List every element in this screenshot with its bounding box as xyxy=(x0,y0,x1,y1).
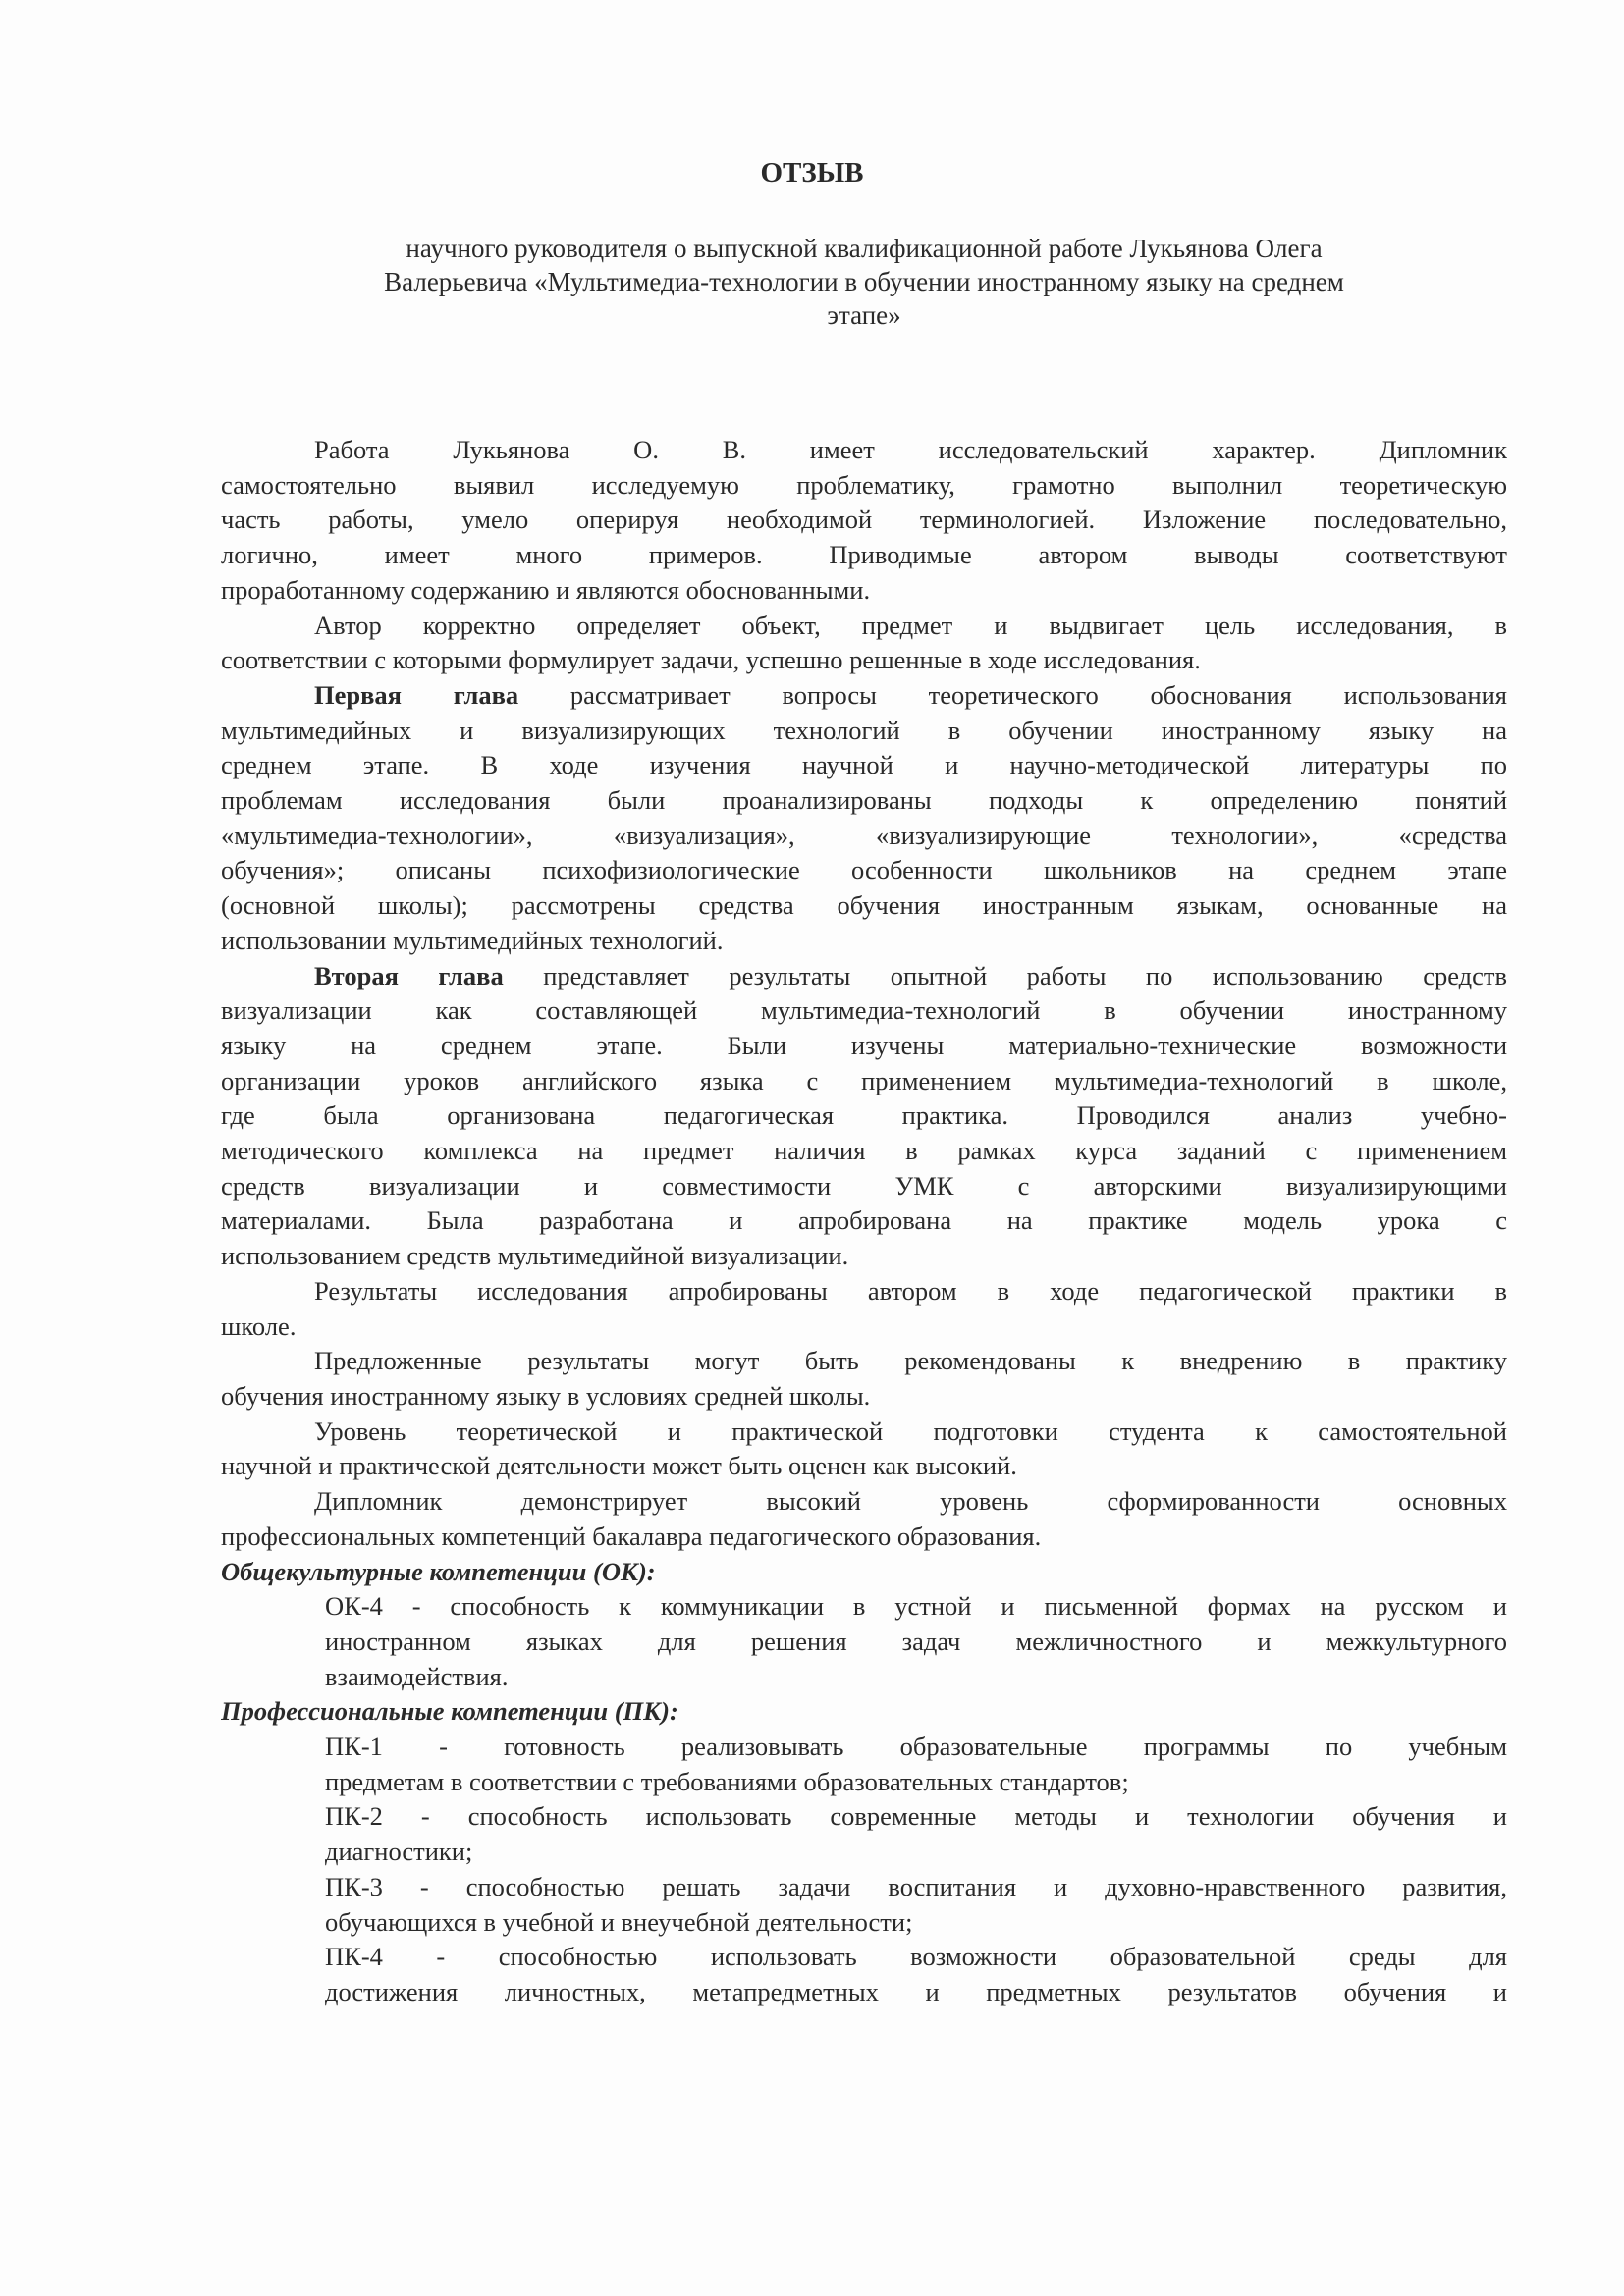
text-line: ОК-4 - способность к коммуникации в устной и письменной формах на русском и xyxy=(325,1591,1507,1622)
competency-item xyxy=(221,1940,1507,2009)
text-line: ПК-1 - готовность реализовывать образовательные программы по учебным xyxy=(325,1732,1507,1762)
competency-item xyxy=(221,1730,1507,1799)
text-line: предметам в соответствии с требованиями образовательных стандартов; xyxy=(325,1766,1129,1796)
document-title: ОТЗЫВ xyxy=(760,157,864,188)
text-line: часть работы, умело оперируя необходимой терминологией. Изложение последовательно, xyxy=(221,505,1507,535)
text-line: ПК-2 - способность использовать современные методы и технологии обучения и xyxy=(325,1801,1507,1832)
text-line: Предложенные результаты могут быть рекомендованы к внедрению в практику xyxy=(314,1346,1507,1376)
text-line: обучения иностранному языку в условиях средней школы. xyxy=(221,1380,871,1411)
chapter-lead: Вторая глава xyxy=(314,960,504,990)
text-line: ПК-4 - способностью использовать возможности образовательной среды для xyxy=(325,1942,1507,1972)
text-line: (основной школы); рассмотрены средства обучения иностранным языкам, основанные на xyxy=(221,890,1507,921)
text-line: логично, имеет много примеров. Приводимые автором выводы соответствуют xyxy=(221,540,1507,570)
text-line: материалами. Была разработана и апробирована на практике модель урока с xyxy=(221,1205,1507,1236)
subtitle-line: научного руководителя о выпускной квалификационной работе Лукьянова Олега xyxy=(406,234,1323,263)
text-line: языку на среднем этапе. Были изучены материально-технические возможности xyxy=(221,1030,1507,1060)
text-line: школе. xyxy=(221,1310,297,1341)
document-subtitle xyxy=(221,232,1507,332)
text-line: визуализации как составляющей мультимедиа-технологий в обучении иностранному xyxy=(221,995,1507,1026)
ok-section-heading: Общекультурные компетенции (ОК): xyxy=(221,1556,656,1586)
text-line: ПК-3 - способностью решать задачи воспитания и духовно-нравственного развития, xyxy=(325,1871,1507,1901)
text-line: соответствии с которыми формулирует задачи, успешно решенные в ходе исследования. xyxy=(221,645,1201,675)
text-line: обучающихся в учебной и внеучебной деятельности; xyxy=(325,1906,913,1937)
text-line xyxy=(221,959,1507,994)
text-line: научной и практической деятельности может быть оценен как высокий. xyxy=(221,1451,1017,1481)
paragraph xyxy=(221,1484,1507,1554)
text-line: методического комплекса на предмет наличия в рамках курса заданий с применением xyxy=(221,1136,1507,1166)
document-body xyxy=(221,433,1507,2010)
text-line: среднем этапе. В ходе изучения научной и научно-методической литературы по xyxy=(221,750,1507,780)
paragraph xyxy=(221,1274,1507,1344)
text-line: использовании мультимедийных технологий. xyxy=(221,925,724,955)
text-line: Работа Лукьянова О. В. имеет исследовательский характер. Дипломник xyxy=(314,435,1507,464)
chapter-lead: Первая глава xyxy=(314,679,519,710)
paragraph xyxy=(221,678,1507,959)
text-line: использованием средств мультимедийной визуализации. xyxy=(221,1241,849,1271)
paragraph xyxy=(221,433,1507,609)
paragraph xyxy=(221,1415,1507,1484)
text-line: профессиональных компетенций бакалавра педагогического образования. xyxy=(221,1521,1042,1551)
paragraph xyxy=(221,959,1507,1274)
text-line: обучения»; описаны психофизиологические особенности школьников на среднем этапе xyxy=(221,855,1507,885)
text-line: Дипломник демонстрирует высокий уровень сформированности основных xyxy=(314,1486,1507,1517)
text-line: «мультимедиа-технологии», «визуализация», «визуализирующие технологии», «средства xyxy=(221,820,1507,850)
text-line xyxy=(221,678,1507,714)
competency-item xyxy=(221,1799,1507,1869)
line-text: представляет результаты опытной работы по использованию средств xyxy=(503,960,1507,990)
text-line: Автор корректно определяет объект, предмет и выдвигает цель исследования, в xyxy=(314,610,1507,640)
competency-item xyxy=(221,1870,1507,1940)
text-line: достижения личностных, метапредметных и предметных результатов обучения и xyxy=(325,1976,1507,2006)
text-line: Уровень теоретической и практической подготовки студента к самостоятельной xyxy=(314,1415,1507,1446)
text-line: мультимедийных и визуализирующих технологий в обучении иностранному языку на xyxy=(221,715,1507,745)
subtitle-line: Валерьевича «Мультимедиа-технологии в обучении иностранному языку на среднем xyxy=(384,267,1344,296)
text-line: взаимодействия. xyxy=(325,1661,509,1691)
text-line: где была организована педагогическая практика. Проводился анализ учебно- xyxy=(221,1100,1507,1131)
competency-item xyxy=(221,1589,1507,1694)
subtitle-line: этапе» xyxy=(827,300,901,330)
text-line: Результаты исследования апробированы автором в ходе педагогической практики в xyxy=(314,1275,1507,1306)
text-line: диагностики; xyxy=(325,1837,473,1867)
text-line: проблемам исследования были проанализированы подходы к определению понятий xyxy=(221,785,1507,816)
text-line: организации уроков английского языка с применением мультимедиа-технологий в школе, xyxy=(221,1065,1507,1095)
text-line: самостоятельно выявил исследуемую проблематику, грамотно выполнил теоретическую xyxy=(221,469,1507,500)
pk-section-heading: Профессиональные компетенции (ПК): xyxy=(221,1696,678,1727)
text-line: проработанному содержанию и являются обоснованными. xyxy=(221,574,871,605)
line-text: рассматривает вопросы теоретического обоснования использования xyxy=(518,679,1507,710)
text-line: средств визуализации и совместимости УМК с авторскими визуализирующими xyxy=(221,1170,1507,1201)
text-line: иностранном языках для решения задач межличностного и межкультурного xyxy=(325,1626,1507,1656)
paragraph xyxy=(221,609,1507,678)
paragraph xyxy=(221,1344,1507,1414)
